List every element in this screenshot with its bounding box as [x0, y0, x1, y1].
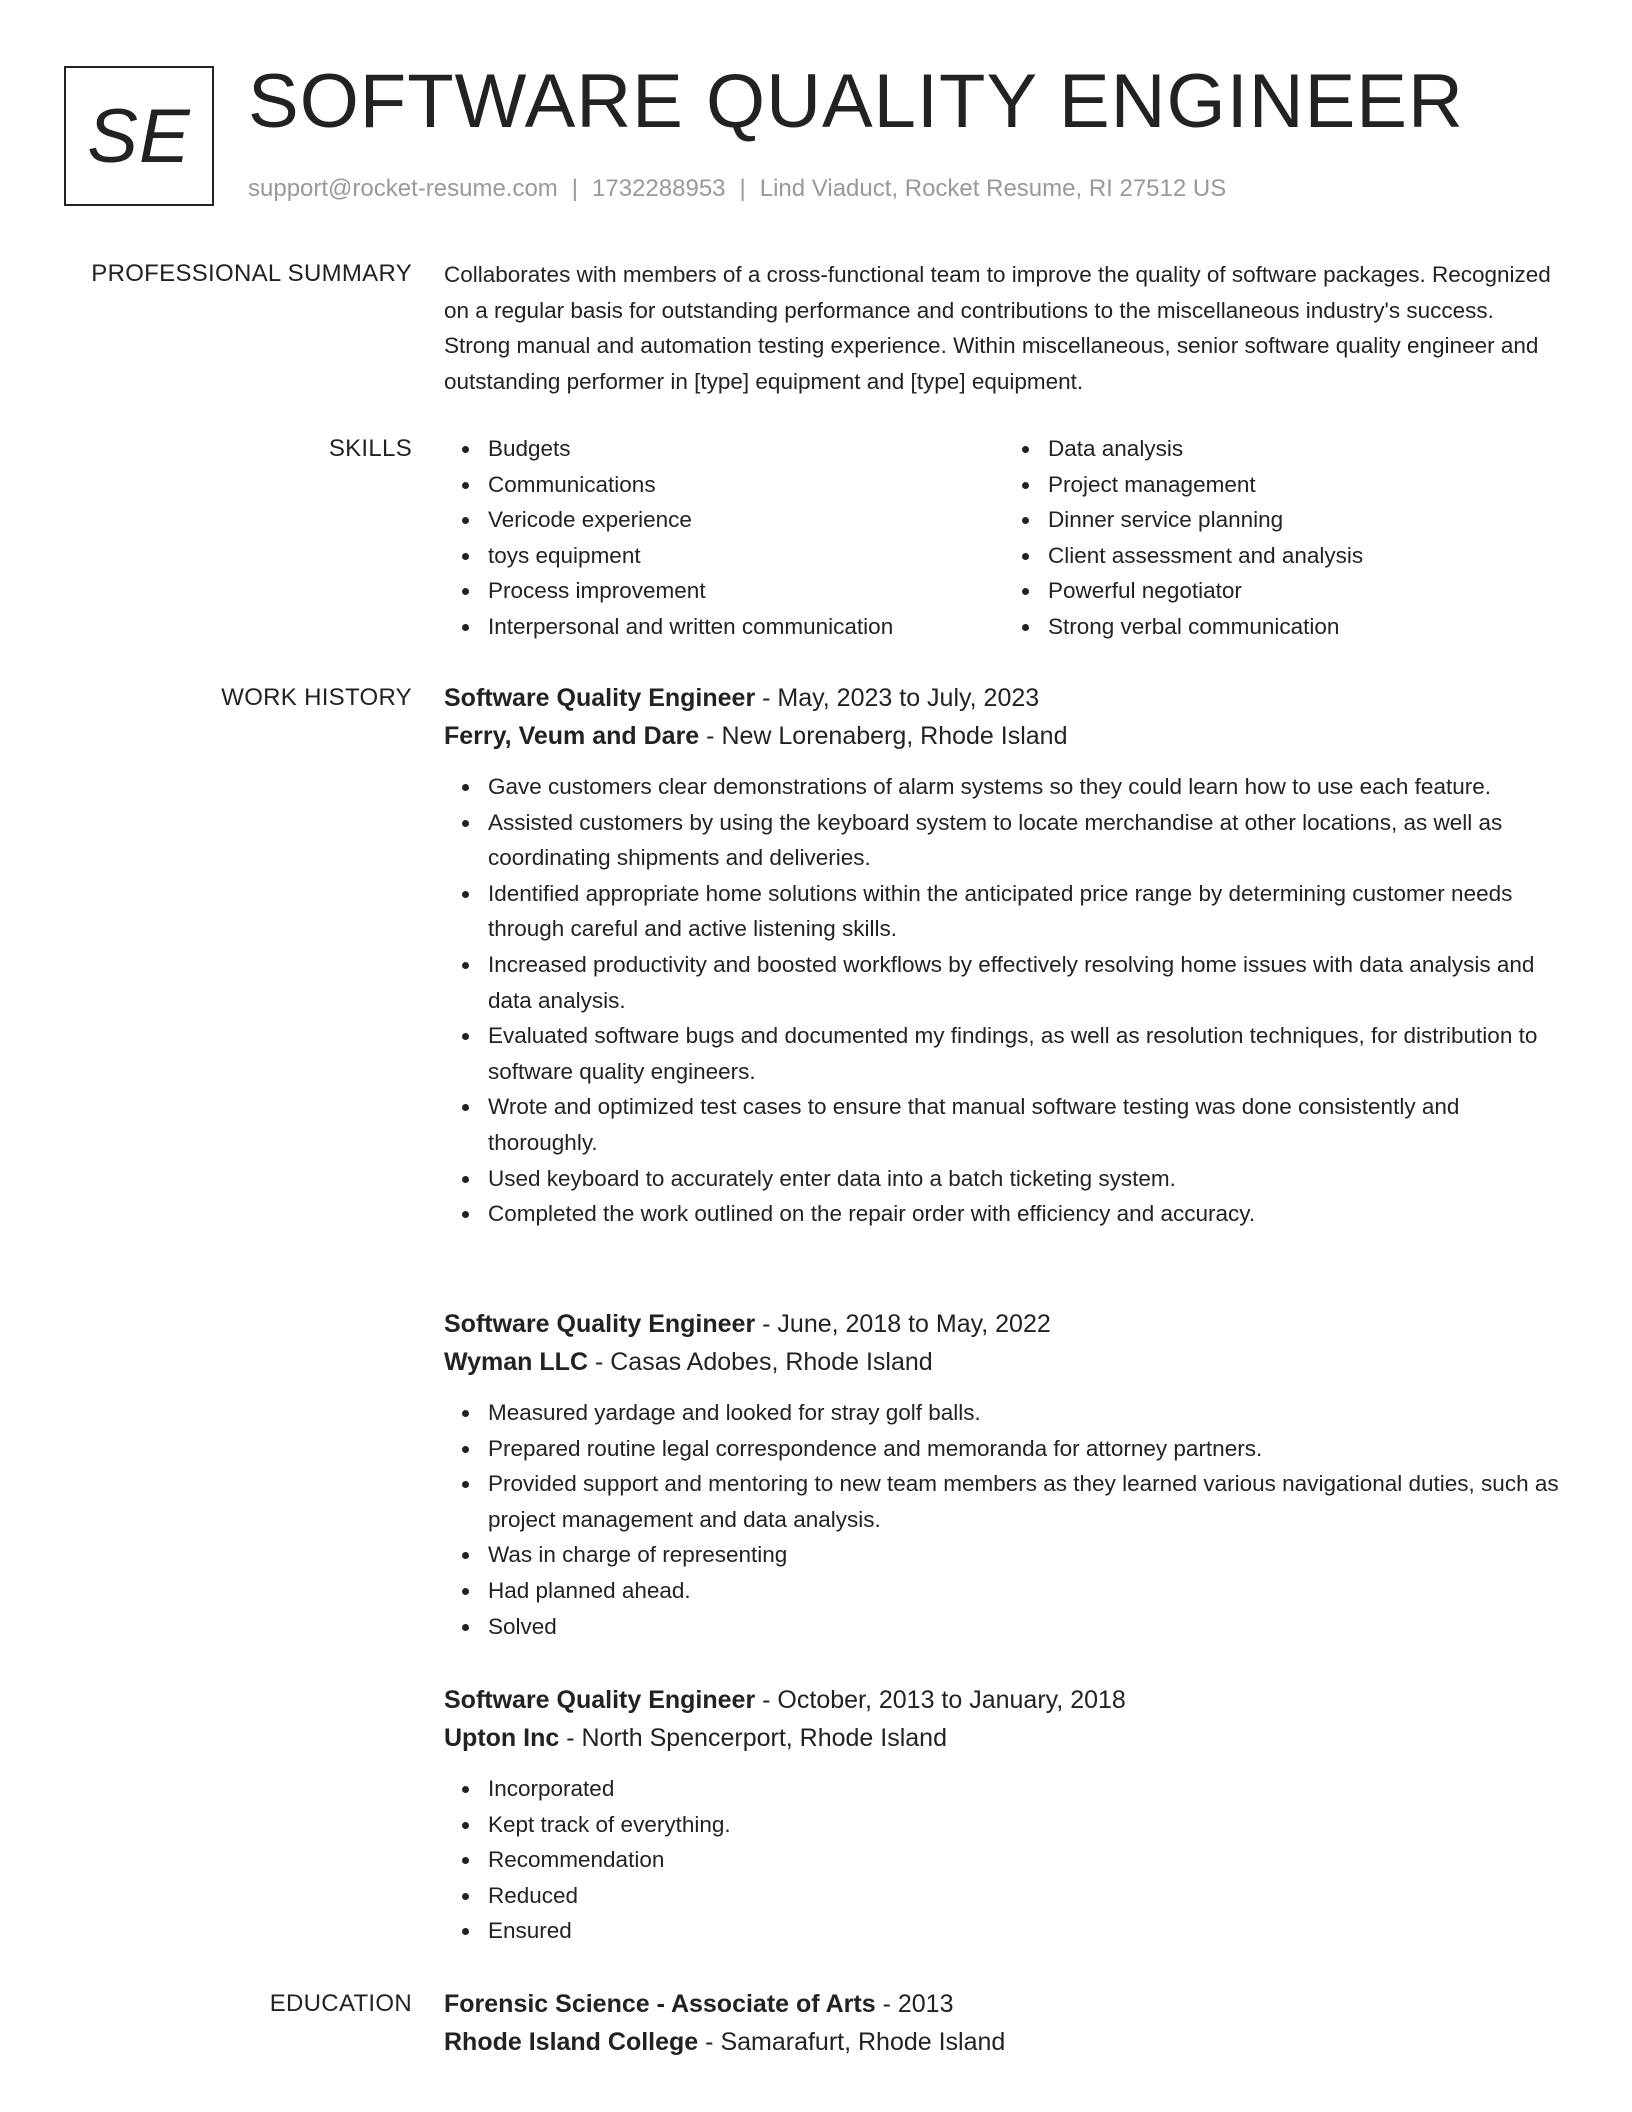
job-bullet: Reduced: [488, 1878, 1564, 1914]
job-bullet: Gave customers clear demonstrations of alarm systems so they could learn how to use each feature.: [488, 769, 1564, 805]
job-entry: [444, 1305, 1564, 1644]
education-year: 2013: [897, 1990, 954, 2018]
contact-phone: 1732288953: [592, 175, 726, 202]
section-label-summary: PROFESSIONAL SUMMARY: [91, 260, 412, 287]
job-title: Software Quality Engineer: [444, 684, 756, 712]
job-company-line: [444, 1343, 1564, 1381]
job-bullet: Recommendation: [488, 1842, 1564, 1878]
job-dates: June, 2018 to May, 2022: [777, 1310, 1051, 1338]
dash: -: [706, 722, 715, 750]
dash: -: [882, 1990, 891, 2018]
dash: -: [705, 2028, 714, 2056]
contact-address: Lind Viaduct, Rocket Resume, RI 27512 US: [759, 175, 1227, 202]
monogram-box: [64, 66, 214, 206]
dash: -: [762, 684, 771, 712]
skill-item: Communications: [488, 467, 1004, 503]
contact-line: [248, 173, 1226, 205]
education-school: Rhode Island College: [444, 2028, 699, 2056]
job-bullet: Incorporated: [488, 1771, 1564, 1807]
skill-item: Process improvement: [488, 573, 1004, 609]
job-bullet-list: [444, 769, 1564, 1232]
skill-item: Vericode experience: [488, 502, 1004, 538]
job-dates: October, 2013 to January, 2018: [777, 1686, 1126, 1714]
skill-item: Client assessment and analysis: [1048, 538, 1564, 574]
job-company: Wyman LLC: [444, 1348, 588, 1376]
job-bullet: Provided support and mentoring to new team members as they learned various navigational duties, such as project management and data analysis.: [488, 1466, 1564, 1537]
dash: -: [762, 1310, 771, 1338]
dash: -: [594, 1348, 604, 1376]
skill-item: Budgets: [488, 431, 1004, 467]
job-title: Software Quality Engineer: [444, 1686, 756, 1714]
job-location: Casas Adobes, Rhode Island: [610, 1348, 933, 1376]
skills-section: [444, 431, 1564, 645]
job-location: North Spencerport, Rhode Island: [581, 1724, 947, 1752]
job-bullet: Ensured: [488, 1913, 1564, 1949]
skill-item: Powerful negotiator: [1048, 573, 1564, 609]
job-entry: [444, 1681, 1564, 1949]
resume-title: SOFTWARE QUALITY ENGINEER: [248, 59, 1464, 144]
section-label-education: EDUCATION: [269, 1990, 412, 2017]
job-dates: May, 2023 to July, 2023: [777, 684, 1040, 712]
skill-item: Dinner service planning: [1048, 502, 1564, 538]
job-bullet: Wrote and optimized test cases to ensure that manual software testing was done consistently and thoroughly.: [488, 1089, 1564, 1160]
skill-item: Interpersonal and written communication: [488, 609, 1004, 645]
education-school-line: [444, 2023, 1564, 2061]
job-bullet: Solved: [488, 1609, 1564, 1645]
monogram-text: SE: [87, 93, 191, 179]
job-company: Ferry, Veum and Dare: [444, 722, 700, 750]
summary-section: [444, 257, 1564, 399]
job-bullet: Kept track of everything.: [488, 1807, 1564, 1843]
job-company-line: [444, 717, 1564, 755]
job-title-line: [444, 679, 1564, 717]
job-title-line: [444, 1305, 1564, 1343]
job-bullet: Measured yardage and looked for stray golf balls.: [488, 1395, 1564, 1431]
job-bullet: Used keyboard to accurately enter data into a batch ticketing system.: [488, 1161, 1564, 1197]
education-section: [444, 1985, 1564, 2061]
job-bullet: Prepared routine legal correspondence and memoranda for attorney partners.: [488, 1431, 1564, 1467]
job-bullet: Had planned ahead.: [488, 1573, 1564, 1609]
job-bullet: Was in charge of representing: [488, 1537, 1564, 1573]
job-bullet: Completed the work outlined on the repair order with efficiency and accuracy.: [488, 1196, 1564, 1232]
education-degree-line: [444, 1985, 1564, 2023]
contact-separator: |: [739, 175, 746, 202]
job-title-line: [444, 1681, 1564, 1719]
skill-item: toys equipment: [488, 538, 1004, 574]
dash: -: [566, 1724, 575, 1752]
education-degree: Forensic Science - Associate of Arts: [444, 1990, 876, 2018]
job-entry: [444, 679, 1564, 1232]
summary-text: Collaborates with members of a cross-functional team to improve the quality of software packages. Recognized on a regular basis for outstanding performance and contributions to the miscellaneous industry's success. Strong manual and automation testing experience. Within miscellaneous, senior software quality engineer and outstanding performer in [type] equipment and [type] equipment.: [444, 262, 1551, 394]
job-bullet: Assisted customers by using the keyboard system to locate merchandise at other locations, as well as coordinating shipments and deliveries.: [488, 805, 1564, 876]
job-bullet: Increased productivity and boosted workflows by effectively resolving home issues with data analysis and data analysis.: [488, 947, 1564, 1018]
job-bullet-list: [444, 1395, 1564, 1644]
contact-email: support@rocket-resume.com: [248, 175, 558, 202]
skill-item: Project management: [1048, 467, 1564, 503]
job-company-line: [444, 1719, 1564, 1757]
dash: -: [762, 1686, 771, 1714]
job-bullet: Identified appropriate home solutions within the anticipated price range by determining customer needs through careful and active listening skills.: [488, 876, 1564, 947]
skills-list-right: [1004, 431, 1564, 645]
skill-item: Data analysis: [1048, 431, 1564, 467]
skill-item: Strong verbal communication: [1048, 609, 1564, 645]
job-bullet-list: [444, 1771, 1564, 1949]
job-company: Upton Inc: [444, 1724, 560, 1752]
job-location: New Lorenaberg, Rhode Island: [721, 722, 1068, 750]
job-bullet: Evaluated software bugs and documented my findings, as well as resolution techniques, for distribution to software quality engineers.: [488, 1018, 1564, 1089]
section-label-work-history: WORK HISTORY: [221, 684, 412, 711]
education-location: Samarafurt, Rhode Island: [720, 2028, 1006, 2056]
skills-list-left: [444, 431, 1004, 645]
job-title: Software Quality Engineer: [444, 1310, 756, 1338]
skills-columns: [444, 431, 1564, 645]
contact-separator: |: [571, 175, 579, 202]
section-label-skills: SKILLS: [328, 435, 412, 462]
